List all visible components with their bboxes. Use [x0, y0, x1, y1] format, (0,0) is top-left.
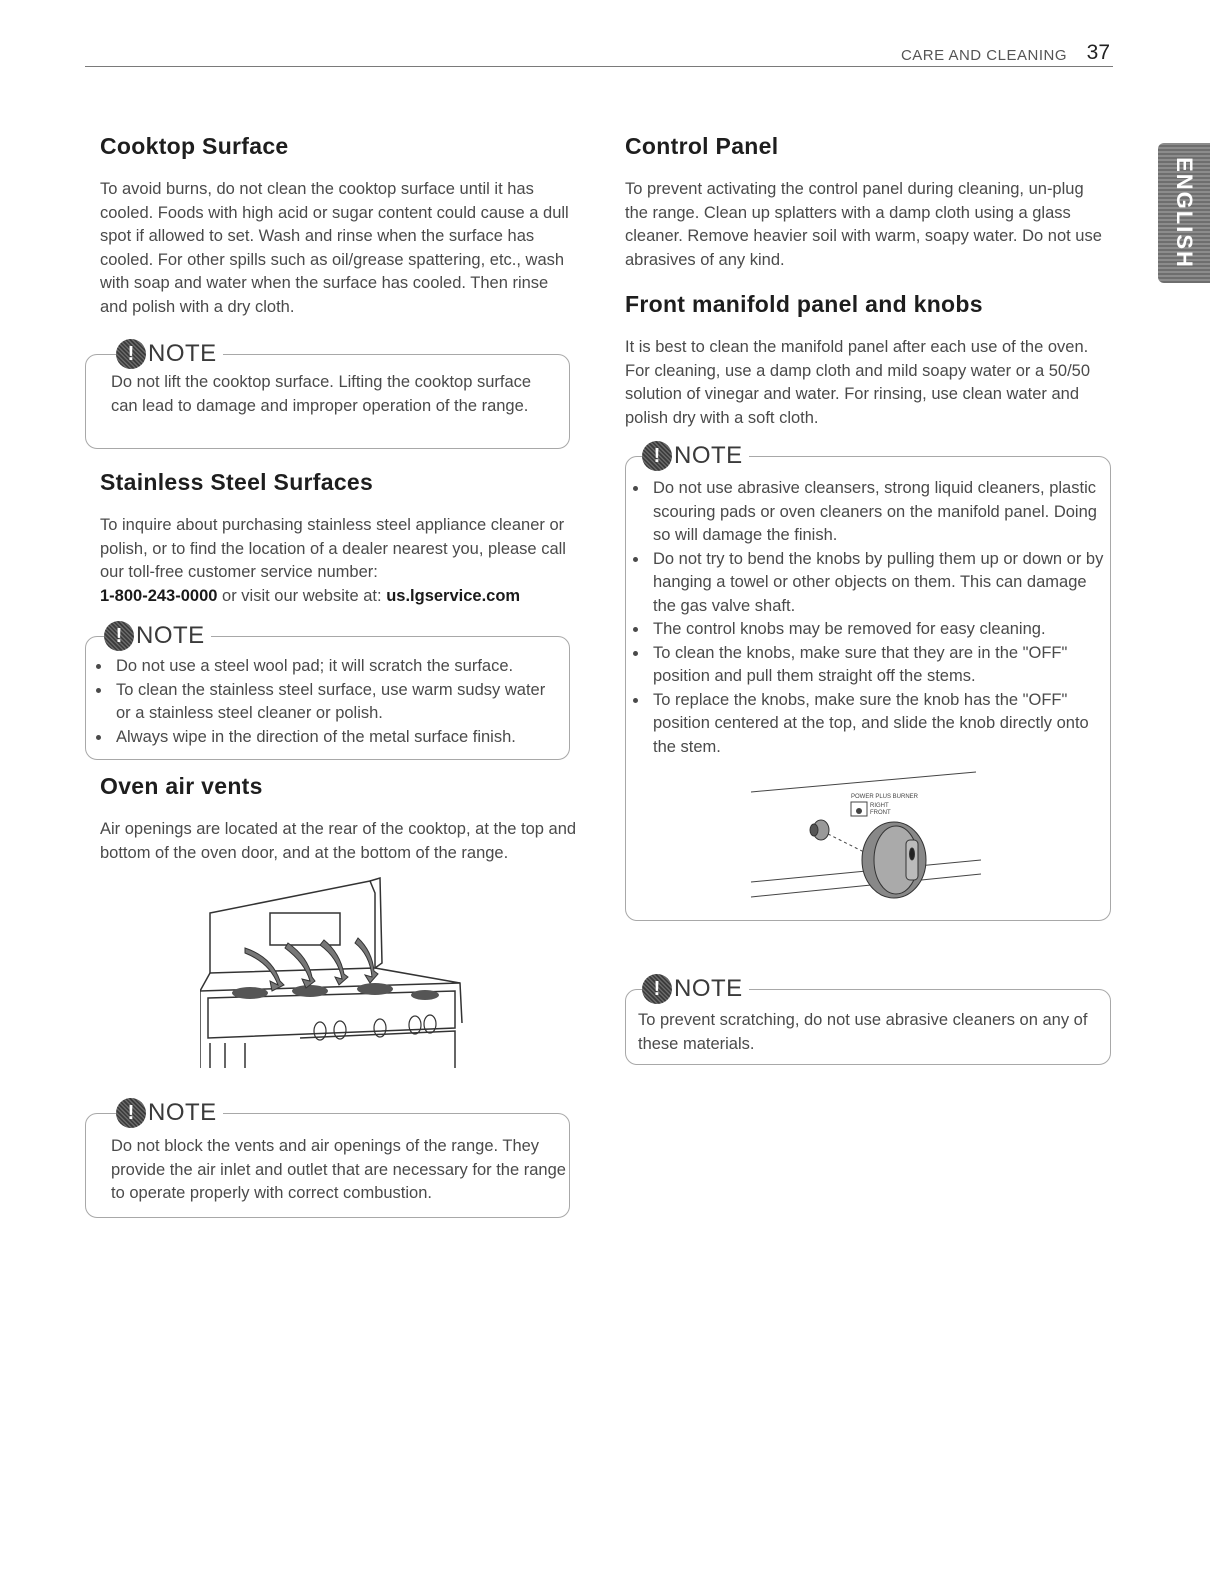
language-tab-label: ENGLISH	[1172, 157, 1197, 269]
stainless-body-mid: or visit our website at:	[222, 586, 382, 605]
knob-illustration	[746, 762, 986, 912]
control-panel-body: To prevent activating the control panel during cleaning, un-plug the range. Clean up splatters with a damp cloth using a glass cleaner. Remove heavier soil with warm, soapy water. Do not use abrasives of any kind.	[625, 180, 1102, 269]
header-rule	[85, 66, 1113, 67]
manifold-title: Front manifold panel and knobs	[625, 291, 983, 317]
oven-vents-note-text: Do not block the vents and air openings of the range. They provide the air inlet and outlet that are necessary for the range to operate properly with correct combustion.	[111, 1137, 566, 1202]
website-link: us.lgservice.com	[386, 586, 521, 605]
note-icon: !	[104, 621, 134, 651]
knob-label-burner: POWER PLUS BURNER	[851, 794, 919, 800]
range-illustration	[200, 873, 475, 1068]
note-item: • Do not use a steel wool pad; it will scratch the surface.	[112, 655, 562, 679]
control-panel-title: Control Panel	[625, 133, 779, 159]
manifold-note-list	[631, 477, 1104, 759]
note-header	[642, 974, 749, 1004]
knob-label-front: FRONT	[870, 810, 891, 816]
note-label: NOTE	[674, 442, 743, 469]
stainless-title: Stainless Steel Surfaces	[100, 469, 374, 495]
note-icon: !	[642, 441, 672, 471]
note-item: • To clean the stainless steel surface, use warm sudsy water or a stainless steel cleaner or polish.	[112, 679, 562, 726]
note-label: NOTE	[148, 340, 217, 367]
stainless-body-text: To inquire about purchasing stainless steel appliance cleaner or polish, or to find the location of a dealer nearest you, please call our toll-free customer service number:	[100, 516, 566, 581]
note-icon: !	[116, 1098, 146, 1128]
note-icon: !	[116, 339, 146, 369]
page-number: 37	[1086, 41, 1110, 64]
header-section-title: CARE AND CLEANING	[900, 47, 1067, 64]
oven-vents-body: Air openings are located at the rear of the cooktop, at the top and bottom of the oven door, and at the bottom of the range.	[100, 820, 577, 862]
manifold-note	[625, 442, 1111, 921]
note-header	[104, 621, 211, 651]
note-label: NOTE	[674, 975, 743, 1002]
materials-note-text: To prevent scratching, do not use abrasive cleaners on any of these materials.	[638, 1011, 1088, 1053]
materials-note	[625, 975, 1111, 1065]
oven-vents-title: Oven air vents	[100, 773, 263, 799]
note-item: • To clean the knobs, make sure that they are in the "OFF" position and pull them straight off the stems.	[649, 642, 1104, 689]
cooktop-note	[85, 340, 570, 449]
knob-label-right: RIGHT	[870, 803, 889, 809]
note-item: • To replace the knobs, make sure the knob has the "OFF" position centered at the top, and slide the knob directly onto the stem.	[649, 689, 1104, 760]
cooktop-body: To avoid burns, do not clean the cooktop surface until it has cooled. Foods with high acid or sugar content could cause a dull spot if allowed to set. Wash and rinse when the surface has cooled. For other spills such as oil/grease spattering, etc., wash with soap and water when the surface has cooled. Then rinse and polish with a dry cloth.	[100, 180, 569, 316]
note-header	[116, 1098, 223, 1128]
note-header	[642, 441, 749, 471]
note-icon: !	[642, 974, 672, 1004]
cooktop-note-text: Do not lift the cooktop surface. Lifting the cooktop surface can lead to damage and improper operation of the range.	[111, 373, 532, 415]
note-label: NOTE	[148, 1099, 217, 1126]
manifold-body: It is best to clean the manifold panel after each use of the oven. For cleaning, use a damp cloth and mild soapy water or a 50/50 solution of vinegar and water. For rinsing, use clean water and polish dry with a soft cloth.	[625, 338, 1091, 427]
stainless-body	[100, 514, 580, 608]
phone-number: 1-800-243-0000	[100, 586, 218, 605]
note-item: • The control knobs may be removed for easy cleaning.	[649, 618, 1104, 642]
note-item: • Do not use abrasive cleansers, strong liquid cleaners, plastic scouring pads or oven cleaners on the manifold panel. Doing so will damage the finish.	[649, 477, 1104, 548]
note-header	[116, 339, 223, 369]
note-label: NOTE	[136, 622, 205, 649]
note-item: • Always wipe in the direction of the metal surface finish.	[112, 726, 562, 750]
oven-vents-note	[85, 1099, 570, 1218]
note-item: • Do not try to bend the knobs by pulling them up or down or by hanging a towel or other objects on them. This can damage the gas valve shaft.	[649, 548, 1104, 619]
language-tab	[1158, 143, 1210, 283]
stainless-note-list	[94, 655, 562, 749]
cooktop-title: Cooktop Surface	[100, 133, 289, 159]
stainless-note	[85, 622, 570, 760]
